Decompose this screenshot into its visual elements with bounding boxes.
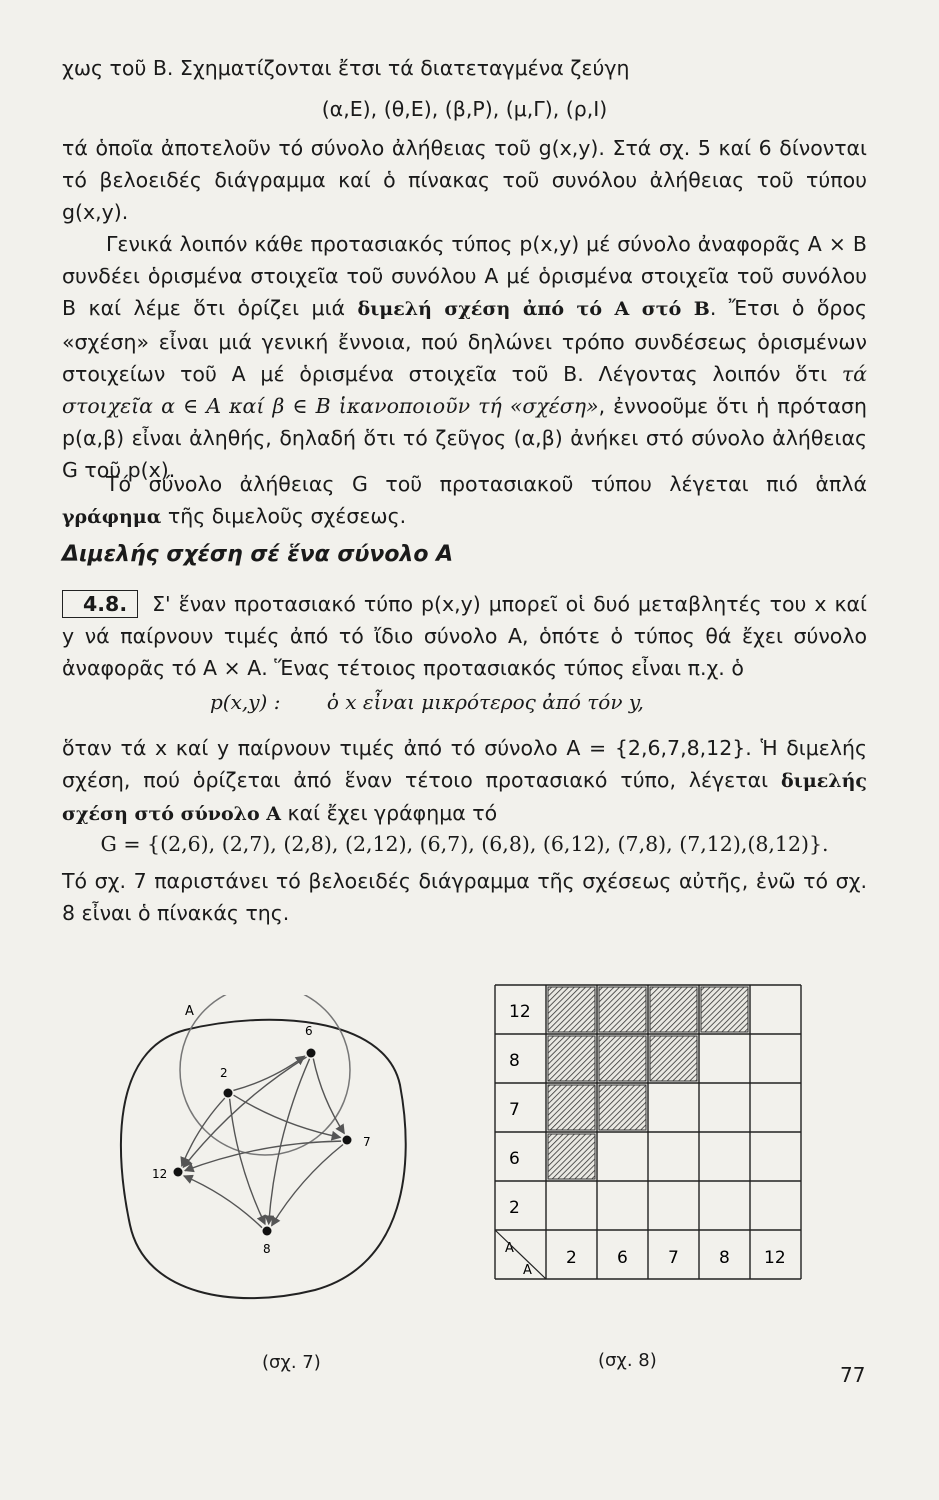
row-label-12: 12 bbox=[509, 1002, 531, 1022]
cell-8-6 bbox=[699, 1132, 750, 1181]
cell-12-8 bbox=[750, 1034, 801, 1083]
col-label-7: 7 bbox=[668, 1248, 679, 1268]
pairs-line: (α,Ε), (θ,Ε), (β,Ρ), (μ,Γ), (ρ,Ι) bbox=[321, 97, 608, 121]
paragraph-5 bbox=[62, 732, 867, 831]
cell-2-7 bbox=[548, 1085, 595, 1130]
corner-label-top: Α bbox=[505, 1241, 514, 1256]
node-label-2: 2 bbox=[220, 1066, 228, 1080]
cell-2-12 bbox=[548, 987, 595, 1032]
cell-8-12 bbox=[701, 987, 748, 1032]
section-number-box: 4.8. bbox=[62, 590, 138, 618]
section-title: Διμελής σχέση σέ ἕνα σύνολο Α bbox=[62, 542, 454, 567]
cell-6-8 bbox=[599, 1036, 646, 1081]
cell-8-7 bbox=[699, 1083, 750, 1132]
col-label-12: 12 bbox=[764, 1248, 786, 1268]
edge-7-to-8 bbox=[272, 1145, 343, 1226]
paragraph-3-end: τῆς διμελοῦς σχέσεως. bbox=[167, 504, 407, 529]
paragraph-6: Τό σχ. 7 παριστάνει τό βελοειδές διάγραμμα τῆς σχέσεως αὐτῆς, ἐνῶ τό σχ. 8 εἶναι ὁ πίνακάς της. bbox=[62, 869, 867, 926]
cell-7-6 bbox=[648, 1132, 699, 1181]
paragraph-3 bbox=[62, 468, 867, 533]
row-label-8: 8 bbox=[509, 1051, 520, 1071]
text-line-1: χως τοῦ Β. Σχηματίζονται ἔτσι τά διατεταγμένα ζεύγη bbox=[62, 56, 630, 80]
paragraph-4 bbox=[62, 588, 867, 685]
formula-line bbox=[210, 690, 644, 714]
paragraph-2-end: , ἐννοοῦμε ὅτι ἡ πρόταση p(α,β) εἶναι ἀληθής, δηλαδή ὅτι τό ζεῦγος (α,β) ἀνήκει στό σύνολο ἀλήθειας G τοῦ p(x). bbox=[62, 394, 867, 483]
row-label-6: 6 bbox=[509, 1149, 520, 1169]
edge-6-to-12 bbox=[183, 1057, 306, 1167]
node-7 bbox=[343, 1136, 352, 1145]
row-label-7: 7 bbox=[509, 1100, 520, 1120]
paragraph-4-text: Σ' ἕναν προτασιακό τύπο p(x,y) μπορεῖ οἱ δυό μεταβλητές του x καί y νά παίρνουν τιμές ἀπό τό ἴδιο σύνολο Α, ὁπότε ὁ τύπος θά ἔχει σύνολο ἀναφορᾶς τό Α × Α. Ἕνας τέτοιος προτασιακός τύπος εἶναι π.χ. ὁ bbox=[62, 592, 867, 681]
cell-8-2 bbox=[699, 1181, 750, 1230]
row-label-2: 2 bbox=[509, 1198, 520, 1218]
paragraph-2 bbox=[62, 228, 867, 487]
paragraph-2-start: Γενικά λοιπόν κάθε προτασιακός τύπος p(x,y) μέ σύνολο ἀναφορᾶς Α × Β συνδέει ὁρισμένα στοιχεῖα τοῦ συνόλου Α μέ ὁρισμένα στοιχεῖα τοῦ συνόλου Β καί λέμε ὅτι ὁρίζει μιά bbox=[62, 232, 867, 321]
paragraph-2-middle: . Ἔτσι ὁ ὅρος «σχέση» εἶναι μιά γενική ἔννοια, πού δηλώνει τρόπο συνδέσεως ὁρισμένων στοιχείων τοῦ Α μέ ὁρισμένα στοιχεῖα τοῦ Β. Λέγοντας λοιπόν ὅτι bbox=[62, 296, 867, 386]
cell-12-2 bbox=[750, 1181, 801, 1230]
term-binary-relation-on-a: διμελής σχέση στό σύνολο Α bbox=[62, 770, 867, 826]
set-a-boundary bbox=[121, 1020, 406, 1298]
edge-2-to-6 bbox=[233, 1056, 304, 1090]
paragraph-1: τά ὁποῖα ἀποτελοῦν τό σύνολο ἀλήθειας τοῦ g(x,y). Στά σχ. 5 καί 6 δίνονται τό βελοειδές διάγραμμα καί ὁ πίνακας τοῦ συνόλου ἀλήθειας τοῦ τύπου g(x,y). bbox=[62, 136, 867, 225]
paragraph-5-start: ὅταν τά x καί y παίρνουν τιμές ἀπό τό σύνολο Α = {2,6,7,8,12}. Ἡ διμελής σχέση, πού ὁρίζεται ἀπό ἕναν τέτοιο προτασιακό τύπο, λέγεται bbox=[62, 736, 867, 793]
node-label-8: 8 bbox=[263, 1242, 271, 1256]
cell-2-6 bbox=[548, 1134, 595, 1179]
figure-8-relation-table bbox=[493, 983, 803, 1288]
cell-7-7 bbox=[648, 1083, 699, 1132]
node-8 bbox=[263, 1227, 272, 1236]
node-12 bbox=[174, 1168, 183, 1177]
node-label-12: 12 bbox=[152, 1167, 168, 1181]
edge-8-to-12 bbox=[184, 1176, 262, 1228]
edge-6-to-7 bbox=[313, 1059, 344, 1134]
col-label-2: 2 bbox=[566, 1248, 577, 1268]
cell-6-6 bbox=[597, 1132, 648, 1181]
formula-left: p(x,y) : bbox=[210, 690, 281, 714]
node-label-6: 6 bbox=[305, 1024, 313, 1038]
paragraph-5-end: καί ἔχει γράφημα τό bbox=[287, 801, 498, 826]
node-6 bbox=[307, 1049, 316, 1058]
figure-7-arrow-diagram bbox=[115, 995, 415, 1305]
cell-6-12 bbox=[599, 987, 646, 1032]
col-label-6: 6 bbox=[617, 1248, 628, 1268]
cell-6-7 bbox=[599, 1085, 646, 1130]
corner-label-bottom: Α bbox=[523, 1263, 532, 1278]
cell-2-2 bbox=[546, 1181, 597, 1230]
italic-satisfy-relation: τά στοιχεῖα α ∈ Α καί β ∈ Β ἱκανοποιοῦν τή «σχέση» bbox=[62, 361, 867, 419]
term-binary-relation-from-a-to-b: διμελή σχέση ἀπό τό Α στό Β bbox=[357, 298, 710, 321]
node-2 bbox=[224, 1089, 233, 1098]
cell-7-8 bbox=[650, 1036, 697, 1081]
cell-12-7 bbox=[750, 1083, 801, 1132]
node-label-7: 7 bbox=[363, 1135, 371, 1149]
cell-2-8 bbox=[548, 1036, 595, 1081]
term-graph: γράφημα bbox=[62, 506, 162, 529]
page-number: 77 bbox=[840, 1363, 866, 1387]
table-grid bbox=[495, 985, 801, 1279]
paragraph-3-start: Τό σύνολο ἀλήθειας G τοῦ προτασιακοῦ τύπου λέγεται πιό ἁπλά bbox=[106, 472, 867, 496]
caption-fig-7: (σχ. 7) bbox=[262, 1352, 321, 1373]
nodes-group bbox=[152, 1024, 371, 1256]
cell-6-2 bbox=[597, 1181, 648, 1230]
cell-7-12 bbox=[650, 987, 697, 1032]
set-a-label: Α bbox=[185, 1004, 194, 1019]
cell-8-8 bbox=[699, 1034, 750, 1083]
cell-7-2 bbox=[648, 1181, 699, 1230]
formula-right: ὁ x εἶναι μικρότερος ἀπό τόν y, bbox=[326, 690, 644, 714]
cell-12-12 bbox=[750, 985, 801, 1034]
caption-fig-8: (σχ. 8) bbox=[598, 1350, 657, 1371]
col-label-8: 8 bbox=[719, 1248, 730, 1268]
edges-group bbox=[182, 1056, 345, 1228]
graph-set-line: G = {(2,6), (2,7), (2,8), (2,12), (6,7), (6,8), (6,12), (7,8), (7,12),(8,12)}. bbox=[100, 832, 829, 856]
cell-12-6 bbox=[750, 1132, 801, 1181]
edge-2-to-12 bbox=[182, 1098, 225, 1166]
corner-diagonal bbox=[495, 1230, 546, 1279]
